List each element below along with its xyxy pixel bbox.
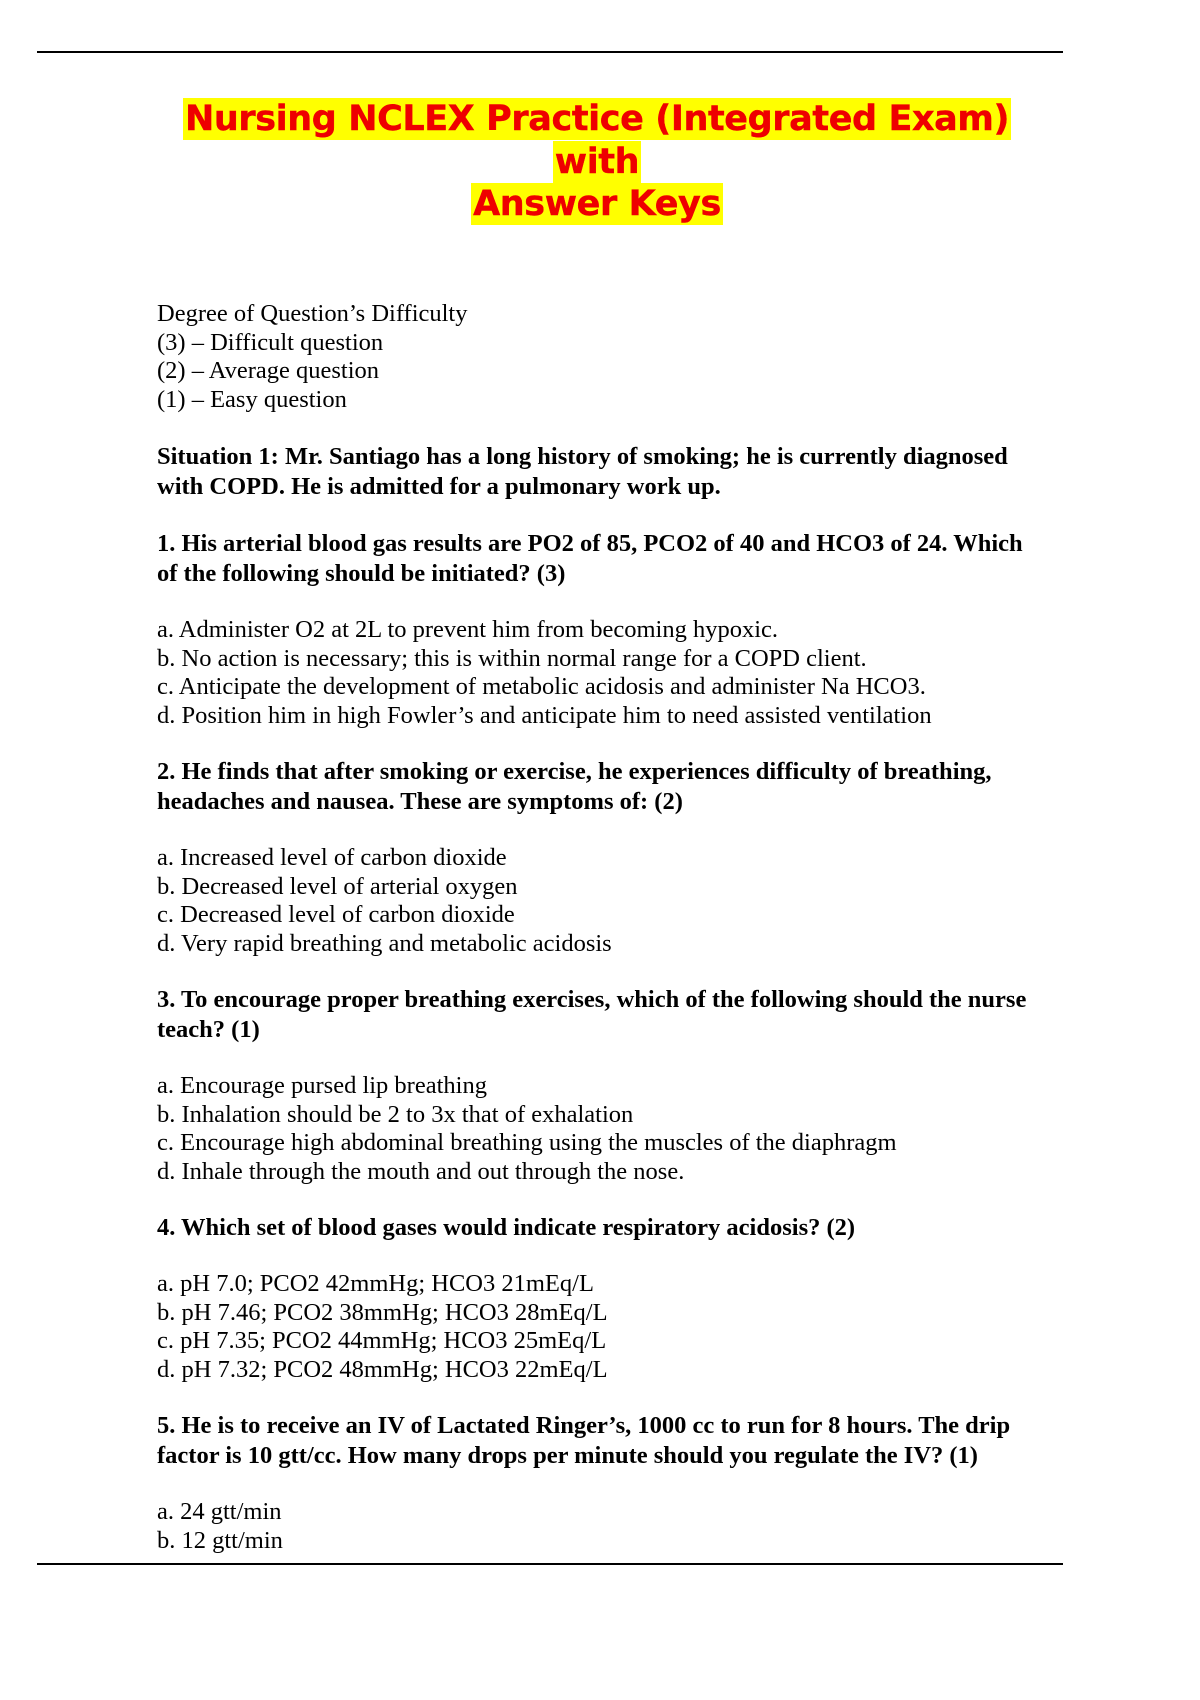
question-5-options: [157, 1498, 1037, 1555]
question-3-options: [157, 1072, 1037, 1186]
spacer-q5-options: [157, 1471, 1037, 1498]
question-2-stem-line-1: 2. He finds that after smoking or exercise, he experiences difficulty of breathing,: [157, 758, 992, 786]
question-3-option-c[interactable]: c. Encourage high abdominal breathing using the muscles of the diaphragm: [157, 1129, 897, 1157]
situation-heading: [157, 442, 1037, 502]
question-1-option-a[interactable]: a. Administer O2 at 2L to prevent him from becoming hypoxic.: [157, 616, 778, 644]
question-4-stem: [157, 1213, 1037, 1243]
spacer-before-q3: [157, 958, 1037, 985]
spacer-before-q1: [157, 502, 1037, 529]
question-3-stem-line-1: 3. To encourage proper breathing exercises, which of the following should the nurse: [157, 986, 1027, 1014]
question-4-option-d[interactable]: d. pH 7.32; PCO2 48mmHg; HCO3 22mEq/L: [157, 1355, 608, 1383]
question-4-option-a[interactable]: a. pH 7.0; PCO2 42mmHg; HCO3 21mEq/L: [157, 1270, 594, 1298]
question-5-option-b[interactable]: b. 12 gtt/min: [157, 1526, 283, 1554]
question-1-option-b[interactable]: b. No action is necessary; this is within normal range for a COPD client.: [157, 644, 867, 672]
question-5-option-a[interactable]: a. 24 gtt/min: [157, 1498, 282, 1526]
question-4-stem-line-1: 4. Which set of blood gases would indicate respiratory acidosis? (2): [157, 1214, 856, 1242]
spacer-before-q2: [157, 730, 1037, 757]
question-1-options: [157, 616, 1037, 730]
situation-line-1: Situation 1: Mr. Santiago has a long history of smoking; he is currently diagnosed: [157, 443, 1008, 471]
spacer-q2-options: [157, 817, 1037, 844]
difficulty-legend: [157, 300, 1037, 414]
title-spacer: [157, 226, 1037, 300]
question-1-stem: [157, 529, 1037, 589]
difficulty-legend-heading: Degree of Question’s Difficulty: [157, 300, 468, 328]
spacer-before-q5: [157, 1384, 1037, 1411]
question-4-option-c[interactable]: c. pH 7.35; PCO2 44mmHg; HCO3 25mEq/L: [157, 1327, 607, 1355]
situation-line-2: with COPD. He is admitted for a pulmonary work up.: [157, 473, 721, 501]
header-rule: [37, 51, 1063, 53]
document-title: [157, 98, 1037, 226]
question-5-stem: [157, 1411, 1037, 1471]
question-5-stem-line-2: factor is 10 gtt/cc. How many drops per minute should you regulate the IV? (1): [157, 1442, 978, 1470]
question-2-option-d[interactable]: d. Very rapid breathing and metabolic acidosis: [157, 929, 612, 957]
difficulty-legend-item-3: (3) – Difficult question: [157, 328, 384, 356]
question-2-options: [157, 844, 1037, 958]
question-3-option-d[interactable]: d. Inhale through the mouth and out through the nose.: [157, 1157, 685, 1185]
question-1-option-d[interactable]: d. Position him in high Fowler’s and anticipate him to need assisted ventilation: [157, 701, 932, 729]
title-line-1-text: Nursing NCLEX Practice (Integrated Exam) with: [184, 99, 1010, 182]
question-4-option-b[interactable]: b. pH 7.46; PCO2 38mmHg; HCO3 28mEq/L: [157, 1298, 608, 1326]
spacer-q3-options: [157, 1045, 1037, 1072]
title-line-2: [157, 183, 1037, 226]
question-5-stem-line-1: 5. He is to receive an IV of Lactated Ringer’s, 1000 cc to run for 8 hours. The drip: [157, 1412, 1011, 1440]
question-1-stem-line-1: 1. His arterial blood gas results are PO2 of 85, PCO2 of 40 and HCO3 of 24. Which: [157, 530, 1023, 558]
title-line-1: [157, 98, 1037, 183]
question-1-option-c[interactable]: c. Anticipate the development of metabolic acidosis and administer Na HCO3.: [157, 673, 926, 701]
question-2-stem: [157, 757, 1037, 817]
difficulty-legend-item-1: (1) – Easy question: [157, 385, 347, 413]
difficulty-legend-item-2: (2) – Average question: [157, 357, 380, 385]
title-line-2-text: Answer Keys: [473, 184, 721, 225]
question-3-stem: [157, 985, 1037, 1045]
question-3-stem-line-2: teach? (1): [157, 1016, 260, 1044]
question-4-options: [157, 1270, 1037, 1384]
spacer-before-situation: [157, 414, 1037, 442]
question-2-option-a[interactable]: a. Increased level of carbon dioxide: [157, 844, 507, 872]
footer-rule: [37, 1563, 1063, 1565]
spacer-q1-options: [157, 589, 1037, 616]
spacer-q4-options: [157, 1243, 1037, 1270]
question-3-option-b[interactable]: b. Inhalation should be 2 to 3x that of exhalation: [157, 1100, 634, 1128]
spacer-before-q4: [157, 1186, 1037, 1213]
question-2-option-b[interactable]: b. Decreased level of arterial oxygen: [157, 872, 518, 900]
question-3-option-a[interactable]: a. Encourage pursed lip breathing: [157, 1072, 487, 1100]
question-2-option-c[interactable]: c. Decreased level of carbon dioxide: [157, 901, 515, 929]
document-body: [157, 98, 1037, 1555]
question-1-stem-line-2: of the following should be initiated? (3): [157, 560, 566, 588]
question-2-stem-line-2: headaches and nausea. These are symptoms of: (2): [157, 788, 683, 816]
